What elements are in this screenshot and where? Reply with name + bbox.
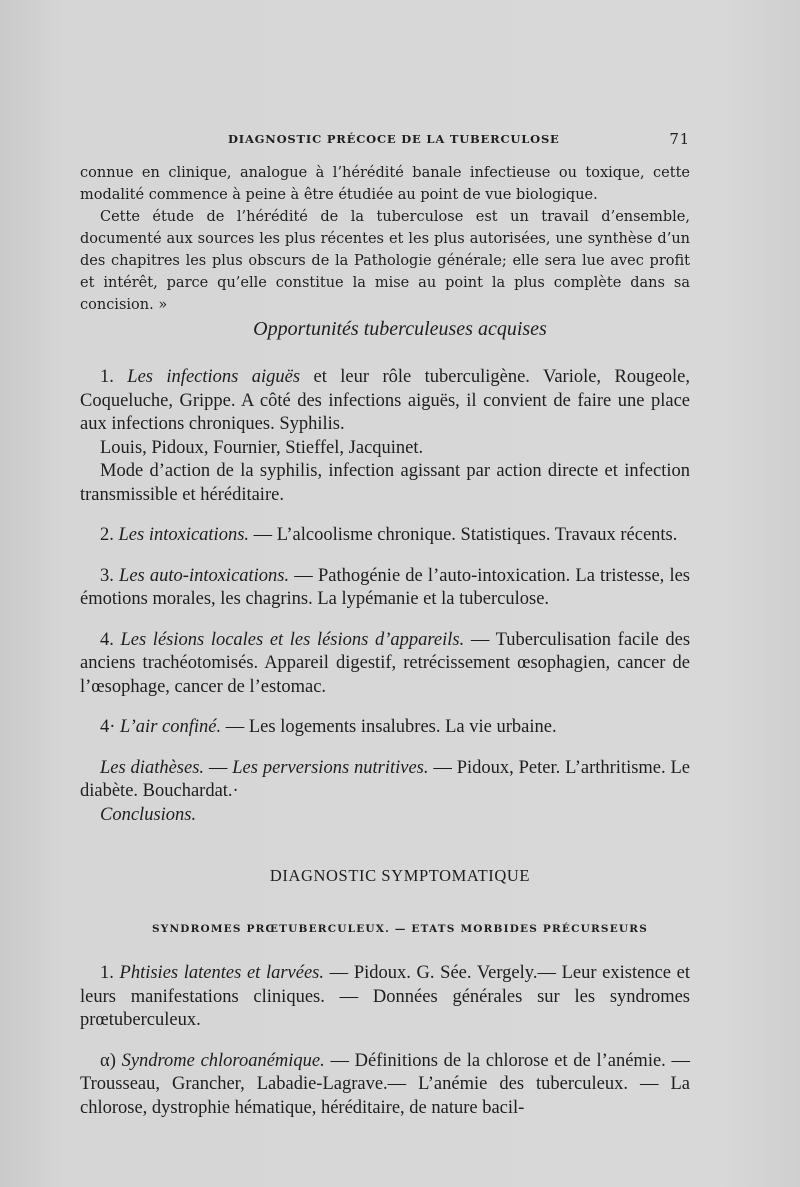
item-heading-2: Les perversions nutritives.: [232, 757, 429, 778]
section1-items: [80, 366, 690, 827]
item-text: et leur rôle tuberculigène. Variole, Rougeole, Coqueluche, Grippe. A côté des infections aiguës, il convient de faire une place aux infections chroniques. Syphilis.: [80, 367, 691, 434]
item-text: — Pidoux. G. Sée. Vergely.— Leur existence et leurs manifestations cliniques. — Données générales sur les syndromes prœtuberculeux.: [80, 963, 690, 1030]
section-subtitle: SYNDROMES PRŒTUBERCULEUX. — ETATS MORBIDES PRÉCURSEURS: [152, 923, 648, 935]
item-heading: L’air confiné.: [120, 717, 222, 737]
section-title-diagnostic: DIAGNOSTIC SYMPTOMATIQUE: [269, 866, 531, 885]
item-number: 1.: [100, 963, 114, 983]
item-text: — Définitions de la chlorose et de l’anémie. — Trousseau, Grancher, Labadie-Lagrave.— L’anémie des tuberculeux. — La chlorose, dystrophie hématique, héréditaire, de nature bacil-: [80, 1050, 691, 1118]
item-lesions: [80, 629, 690, 700]
item-text: — Tuberculisation facile des anciens trachéotomisés. Appareil digestif, retrécissement œsophagien, cancer de l’œsophage, cancer de l’estomac.: [80, 629, 691, 697]
item-auto-intoxications: [80, 565, 690, 612]
item-separator: —: [208, 757, 228, 778]
section2-items: [80, 962, 690, 1120]
item-text: — Pidoux, Peter. L’arthritisme. Le diabète. Bouchardat.·: [80, 757, 691, 801]
running-title: DIAGNOSTIC PRÉCOCE DE LA TUBERCULOSE: [228, 132, 560, 146]
item-text: — L’alcoolisme chronique. Statistiques. Travaux récents.: [253, 525, 678, 545]
item-number: 1.: [100, 367, 114, 387]
item-infections-authors: Louis, Pidoux, Fournier, Stieffel, Jacquinet.: [100, 437, 424, 458]
page-number: 71: [669, 130, 690, 148]
item-number: α): [100, 1050, 116, 1071]
item-phtisies: [80, 962, 690, 1033]
item-heading: Les lésions locales et les lésions d’appareils.: [120, 629, 465, 650]
section-title-opportunites: Opportunités tuberculeuses acquises: [253, 318, 547, 340]
item-number: 3.: [100, 565, 114, 586]
item-infections-mode: Mode d’action de la syphilis, infection agissant par action directe et infection transmissible et héréditaire.: [80, 461, 690, 505]
item-number: 4.: [100, 629, 114, 650]
item-heading: Phtisies latentes et larvées.: [119, 963, 325, 983]
item-intoxications: [80, 524, 690, 548]
item-heading: Les diathèses.: [100, 757, 205, 778]
item-heading: Les intoxications.: [118, 525, 250, 545]
intro-paragraph-2: Cette étude de l’hérédité de la tuberculose est un travail d’ensemble, documenté aux sources les plus récentes et les plus autorisées, une synthèse d’un des chapitres les plus obscurs de la Pathologie générale; elle sera lue avec profit et intérêt, parce qu’elle constitue la mise au point la plus complète dans sa concision. »: [80, 209, 690, 313]
item-infections: [80, 366, 690, 437]
item-text: — Pathogénie de l’auto-intoxication. La tristesse, les émotions morales, les chagrins. La lypémanie et la tuberculose.: [80, 565, 690, 609]
item-text: — Les logements insalubres. La vie urbaine.: [225, 717, 557, 737]
item-air-confine: [80, 716, 690, 740]
item-heading: Les infections aiguës: [127, 367, 301, 387]
conclusions: Conclusions.: [100, 804, 197, 825]
item-heading: Les auto-intoxications.: [119, 565, 290, 586]
item-chloroanemique: [80, 1050, 690, 1121]
item-number: 2.: [100, 525, 114, 545]
intro-block: [80, 162, 690, 316]
intro-paragraph-1: connue en clinique, analogue à l’hérédité banale infectieuse ou toxique, cette modalité commence à peine à être étudiée au point de vue biologique.: [80, 165, 690, 203]
item-number: 4·: [100, 717, 116, 737]
running-header: [80, 130, 690, 150]
item-heading: Syndrome chloroanémique.: [121, 1050, 325, 1071]
item-diatheses: [80, 757, 690, 804]
